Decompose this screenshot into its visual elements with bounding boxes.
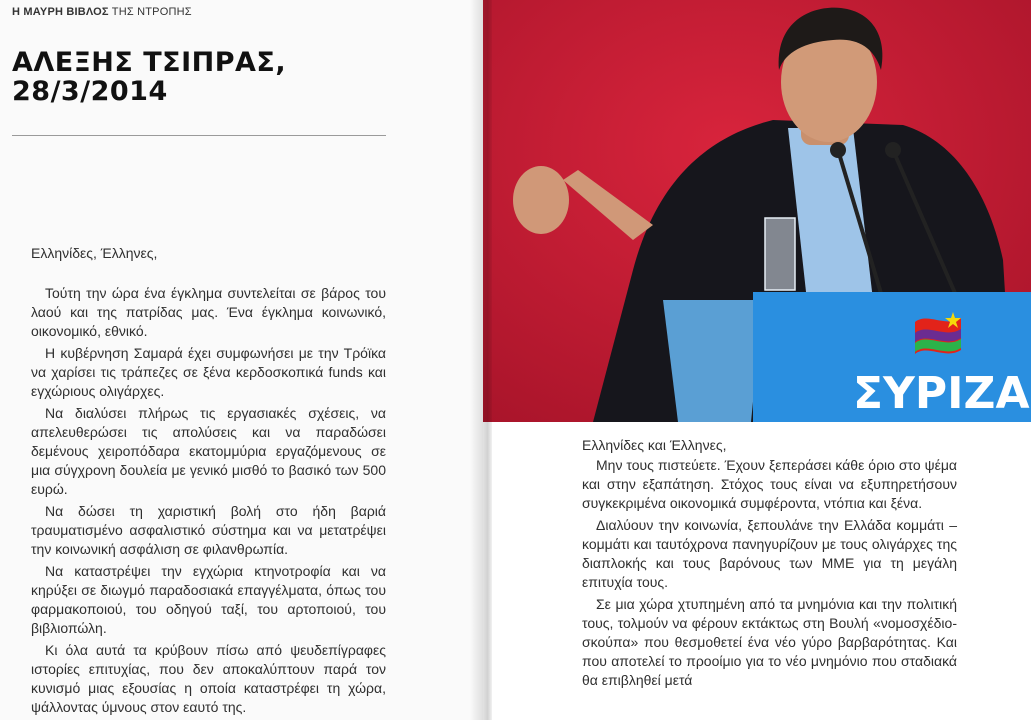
series-subtitle: ΤΗΣ ΝΤΡΟΠΗΣ: [108, 6, 192, 18]
paragraph: Να διαλύσει πλήρως τις εργασιακές σχέσεις, να απελευθερώσει τις απολύσεις και να παραδώσει δεμένους χειροπόδαρα εκατομμύρια εργαζόμενους σε μια σύγχρονη δουλεία με γενικό μισθό το βασικό των 500 ευρώ.: [31, 405, 386, 497]
paragraph: Να καταστρέψει την εγχώρια κτηνοτροφία και να κηρύξει σε διωγμό παραδοσιακά επαγγέλματα, όπως του φαρμακοποιού, του οδηγού ταξί, του αρτοποιού, του βιβλιοπώλη.: [31, 563, 386, 636]
greeting: Ελληνίδες και Έλληνες,: [582, 437, 727, 453]
series-title: Η ΜΑΥΡΗ ΒΙΒΛΟΣ: [12, 6, 109, 18]
title-name: ΑΛΕΞΗΣ ΤΣΙΠΡΑΣ,: [12, 47, 287, 78]
paragraph: Να δώσει τη χαριστική βολή στο ήδη βαριά τραυματισμένο ασφαλιστικό σύστημα και να μετατρέψει την κοινωνική ασφάλιση σε φιλανθρωπία.: [31, 503, 386, 557]
running-header: [12, 6, 192, 18]
paragraph: Διαλύουν την κοινωνία, ξεπουλάνε την Ελλάδα κομμάτι – κομμάτι και ταυτόχρονα πανηγυρίζουν με τους ολιγάρχες της διαπλοκής και τους βαρόνους των ΜΜΕ για τη μεγάλη επιτυχία τους.: [582, 517, 957, 590]
speaker-photo: [483, 0, 1031, 422]
title-divider: [12, 135, 386, 136]
right-column-text: [582, 436, 957, 693]
paragraph: Κι όλα αυτά τα κρύβουν πίσω από ψευδεπίγραφες ιστορίες επιτυχίας, που δεν αποκαλύπτουν παρά τον κυνισμό μιας εξουσίας η οποία καταστρέφει τη χώρα, ψάλλοντας ύμνους στον εαυτό της.: [31, 642, 386, 715]
podium-logo-text: ΣΥΡΙΖΑ: [853, 368, 1030, 419]
article-title: [12, 48, 286, 106]
greeting: Ελληνίδες, Έλληνες,: [31, 245, 158, 261]
paragraph: Μην τους πιστεύετε. Έχουν ξεπεράσει κάθε όριο στο ψέμα και στην εξαπάτηση. Στόχος τους είναι να εξυπηρετήσουν συγκεκριμένα οικονομικά συμφέροντα, ντόπια και ξένα.: [582, 457, 957, 511]
book-gutter: [470, 0, 492, 720]
paragraph: Η κυβέρνηση Σαμαρά έχει συμφωνήσει με την Τρόϊκα να χαρίσει τις τράπεζες σε ξένα κερδοσκοπικά funds και εγχώριους ολιγάρχες.: [31, 345, 386, 399]
title-date: 28/3/2014: [12, 76, 168, 107]
speaker-illustration: [483, 0, 1031, 422]
paragraph: Τούτη την ώρα ένα έγκλημα συντελείται σε βάρος του λαού και της πατρίδας μας. Ένα έγκλημα κοινωνικό, οικονομικό, εθνικό.: [31, 285, 386, 339]
left-column-text: [31, 244, 386, 720]
paragraph: Σε μια χώρα χτυπημένη από τα μνημόνια και την πολιτική τους, τολμούν να φέρουν εκτάκτως στη Βουλή «νομοσχέδιο-σκούπα» που θεσμοθετεί ένα νέο γύρο βαρβαρότητας. Και που αποτελεί το προοίμιο για το νέο μνημόνιο που σταδιακά θα επιβληθεί μετά: [582, 596, 957, 688]
